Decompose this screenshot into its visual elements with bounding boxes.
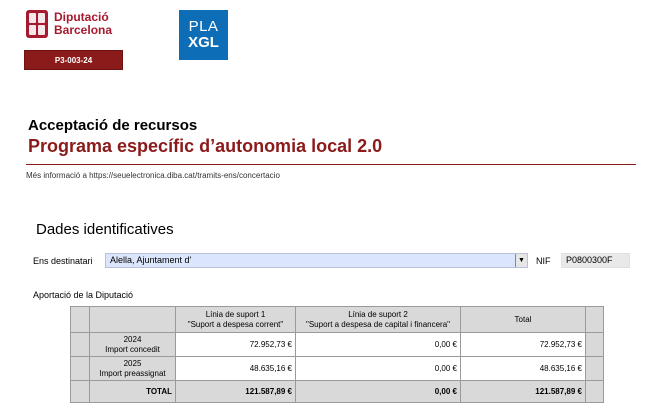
nif-label: NIF: [536, 256, 551, 266]
logo-line-1: Diputació: [54, 10, 109, 24]
title-divider: [26, 164, 636, 165]
procedure-code-badge: P3-003-24: [24, 50, 123, 70]
row-margin: [71, 357, 90, 381]
col-header-linia1-sub: "Suport a despesa corrent": [187, 319, 284, 329]
row-label-text: Import preassignat: [99, 368, 166, 378]
nif-field[interactable]: P0800300F: [561, 253, 630, 268]
corner-cell: [90, 307, 176, 333]
total-linia1: 121.587,89 €: [176, 381, 296, 403]
row-margin: [586, 357, 604, 381]
cell-linia1[interactable]: 72.952,73 €: [176, 333, 296, 357]
pre-title: Acceptació de recursos: [28, 117, 198, 134]
ens-destinatari-select[interactable]: [105, 253, 528, 268]
diputacio-logo-text: [54, 11, 112, 37]
total-linia2: 0,00 €: [296, 381, 461, 403]
chevron-down-icon[interactable]: ▼: [515, 254, 527, 267]
row-margin: [586, 381, 604, 403]
diputacio-logo: [26, 8, 112, 40]
total-row: [71, 381, 604, 403]
row-margin: [586, 333, 604, 357]
ens-selected-value: Alella, Ajuntament d': [110, 255, 192, 265]
plaxgl-line-1: PLA: [188, 18, 219, 35]
row-margin: [71, 333, 90, 357]
col-header-linia2: [296, 307, 461, 333]
cell-linia1[interactable]: 48.635,16 €: [176, 357, 296, 381]
cell-linia2[interactable]: 0,00 €: [296, 333, 461, 357]
cell-linia2[interactable]: 0,00 €: [296, 357, 461, 381]
logo-line-2: Barcelona: [54, 23, 113, 37]
col-header-linia2-sub: "Suport a despesa de capital i financera": [306, 319, 450, 329]
row-margin: [71, 381, 90, 403]
diputacio-emblem-icon: [26, 10, 48, 38]
more-info-link[interactable]: Més informació a https://seuelectronica.diba.cat/tramits-ens/concertacio: [26, 171, 280, 180]
section-title-identificatives: Dades identificatives: [36, 221, 174, 238]
row-label: [90, 357, 176, 381]
col-header-linia2-title: Línia de suport 2: [348, 309, 408, 319]
col-header-total: Total: [461, 307, 586, 333]
plaxgl-logo: [179, 10, 228, 60]
col-header-linia1: [176, 307, 296, 333]
aportacio-table: [70, 306, 604, 403]
table-row: [71, 333, 604, 357]
row-year: 2024: [123, 334, 142, 344]
page-title: Programa específic d’autonomia local 2.0: [28, 136, 383, 156]
aportacio-label: Aportació de la Diputació: [33, 290, 134, 300]
corner-cell: [586, 307, 604, 333]
table-row: [71, 357, 604, 381]
cell-total: 72.952,73 €: [461, 333, 586, 357]
corner-cell: [71, 307, 90, 333]
total-label: TOTAL: [90, 381, 176, 403]
plaxgl-line-2: XGL: [188, 34, 219, 51]
col-header-linia1-title: Línia de suport 1: [205, 309, 266, 319]
row-year: 2025: [123, 358, 142, 368]
row-label-text: Import concedit: [105, 344, 160, 354]
ens-label: Ens destinatari: [33, 256, 93, 266]
total-total: 121.587,89 €: [461, 381, 586, 403]
cell-total: 48.635,16 €: [461, 357, 586, 381]
row-label: [90, 333, 176, 357]
